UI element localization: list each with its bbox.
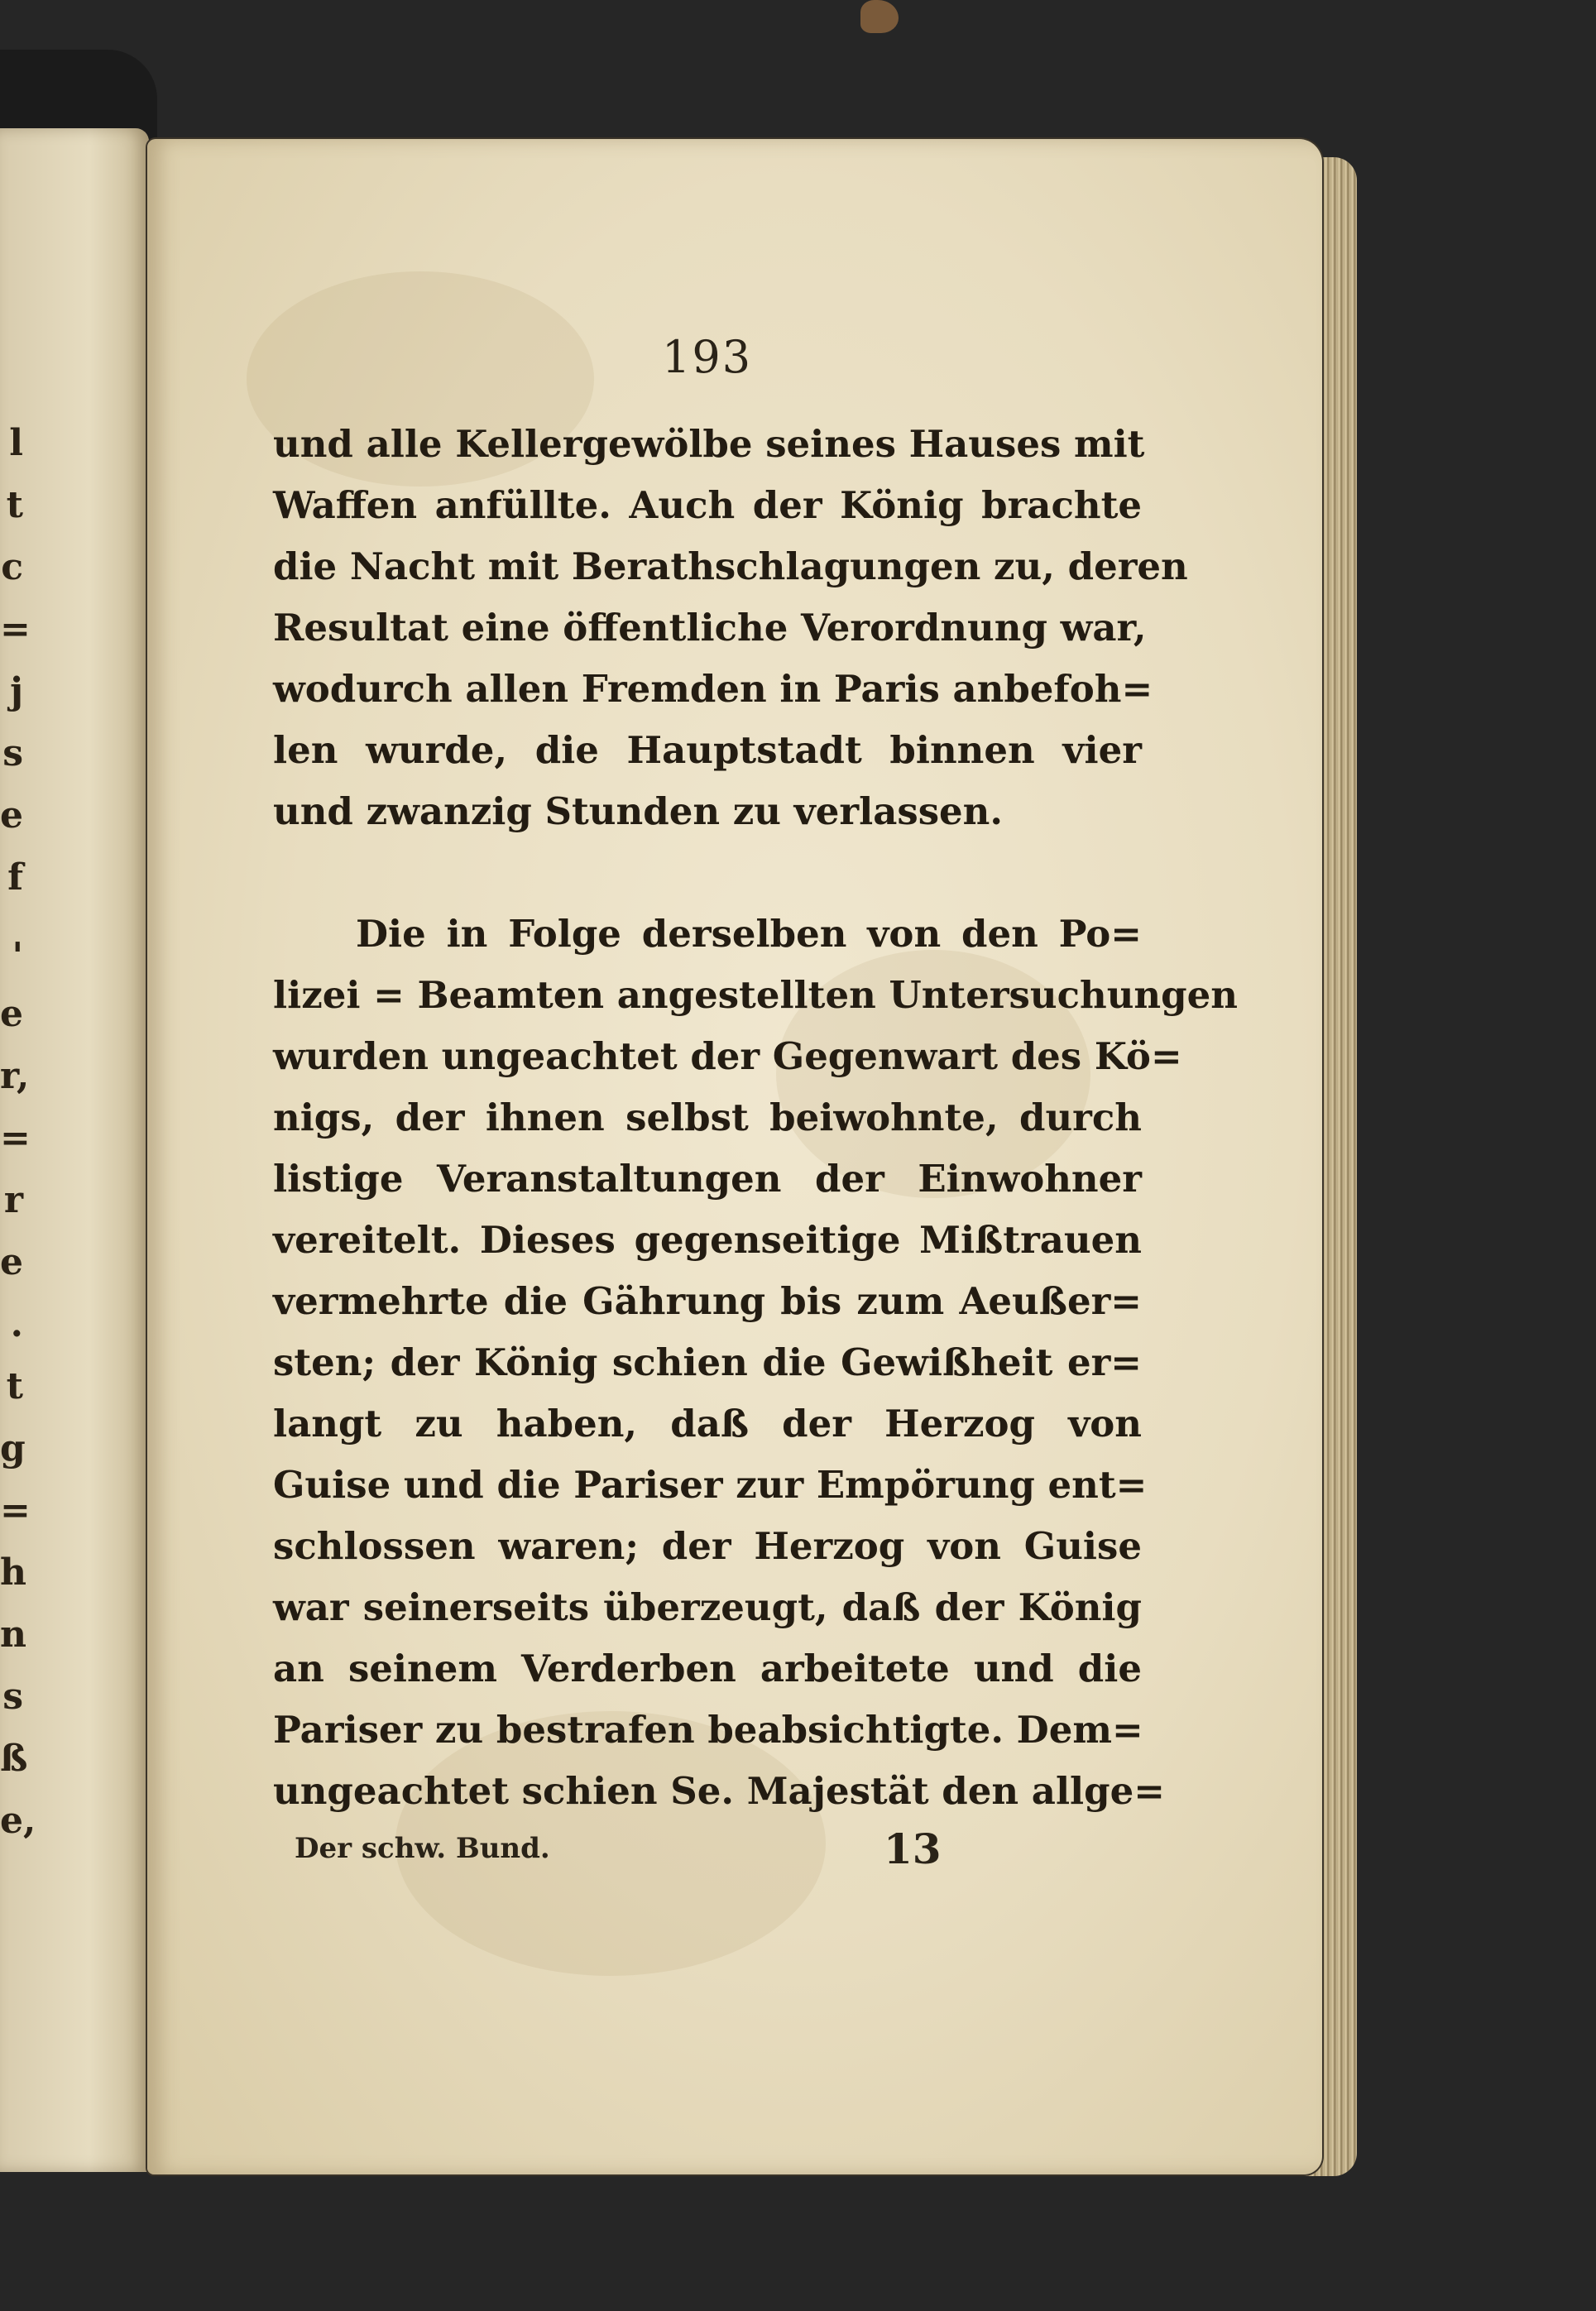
left-fragment: t	[6, 1365, 23, 1407]
left-page-edge	[0, 128, 149, 2172]
left-fragment: f	[7, 856, 23, 899]
left-fragment: ß	[0, 1738, 28, 1780]
text-line: vereitelt. Dieses gegenseitige Mißtrauen	[273, 1218, 1142, 1262]
paper-speck	[860, 0, 899, 33]
text-line: Resultat eine öffentliche Verordnung war,	[273, 606, 1147, 650]
left-fragment: =	[0, 1117, 31, 1159]
left-fragment: g	[0, 1427, 26, 1470]
text-line: Waffen anfüllte. Auch der König brachte	[273, 483, 1142, 527]
text-line: wodurch allen Fremden in Paris anbefoh=	[273, 667, 1153, 711]
text-line: schlossen waren; der Herzog von Guise	[273, 1524, 1142, 1568]
left-fragment: j	[10, 670, 23, 712]
left-fragment: c	[1, 546, 23, 588]
text-line: Guise und die Pariser zur Empörung ent=	[273, 1463, 1148, 1507]
left-fragment: l	[9, 422, 23, 464]
footer-title: Der schw. Bund.	[295, 1832, 550, 1865]
text-line: und zwanzig Stunden zu verlassen.	[273, 789, 1004, 833]
text-line: und alle Kellergewölbe seines Hauses mit	[273, 422, 1145, 466]
left-fragment: s	[2, 1676, 23, 1718]
text-line: nigs, der ihnen selbst beiwohnte, durch	[273, 1096, 1142, 1139]
text-line: len wurde, die Hauptstadt binnen vier	[273, 728, 1142, 772]
left-fragment: h	[0, 1551, 26, 1594]
text-line: Die in Folge derselben von den Po=	[356, 912, 1142, 956]
text-line: ungeachtet schien Se. Majestät den allge=	[273, 1769, 1165, 1813]
text-line: sten; der König schien die Gewißheit er=	[273, 1340, 1142, 1384]
text-line: an seinem Verderben arbeitete und die	[273, 1647, 1142, 1690]
text-line: lizei = Beamten angestellten Untersuchungen	[273, 973, 1238, 1017]
text-line: wurden ungeachtet der Gegenwart des Kö=	[273, 1034, 1182, 1078]
left-fragment: =	[0, 1489, 31, 1532]
text-line: vermehrte die Gährung bis zum Aeußer=	[273, 1279, 1142, 1323]
page-number: 193	[662, 331, 753, 383]
left-fragment: =	[0, 608, 31, 650]
left-fragment: e	[0, 1241, 23, 1283]
text-line: war seinerseits überzeugt, daß der König	[273, 1585, 1142, 1629]
left-fragment: t	[6, 484, 23, 526]
left-fragment: n	[0, 1613, 26, 1656]
left-fragment: e	[0, 993, 23, 1035]
left-fragment: s	[2, 732, 23, 774]
text-line: die Nacht mit Berathschlagungen zu, deren	[273, 544, 1188, 588]
signature-mark: 13	[884, 1824, 942, 1873]
text-line: Pariser zu bestrafen beabsichtigte. Dem=	[273, 1708, 1143, 1752]
left-fragment: e	[0, 794, 23, 837]
left-fragment: r	[3, 1179, 23, 1221]
left-fragment: r,	[0, 1055, 30, 1097]
text-line: listige Veranstaltungen der Einwohner	[273, 1157, 1142, 1201]
left-fragment: '	[12, 935, 23, 977]
left-fragment: e,	[0, 1800, 36, 1842]
text-line: langt zu haben, daß der Herzog von	[273, 1402, 1142, 1446]
left-fragment: .	[10, 1303, 23, 1345]
